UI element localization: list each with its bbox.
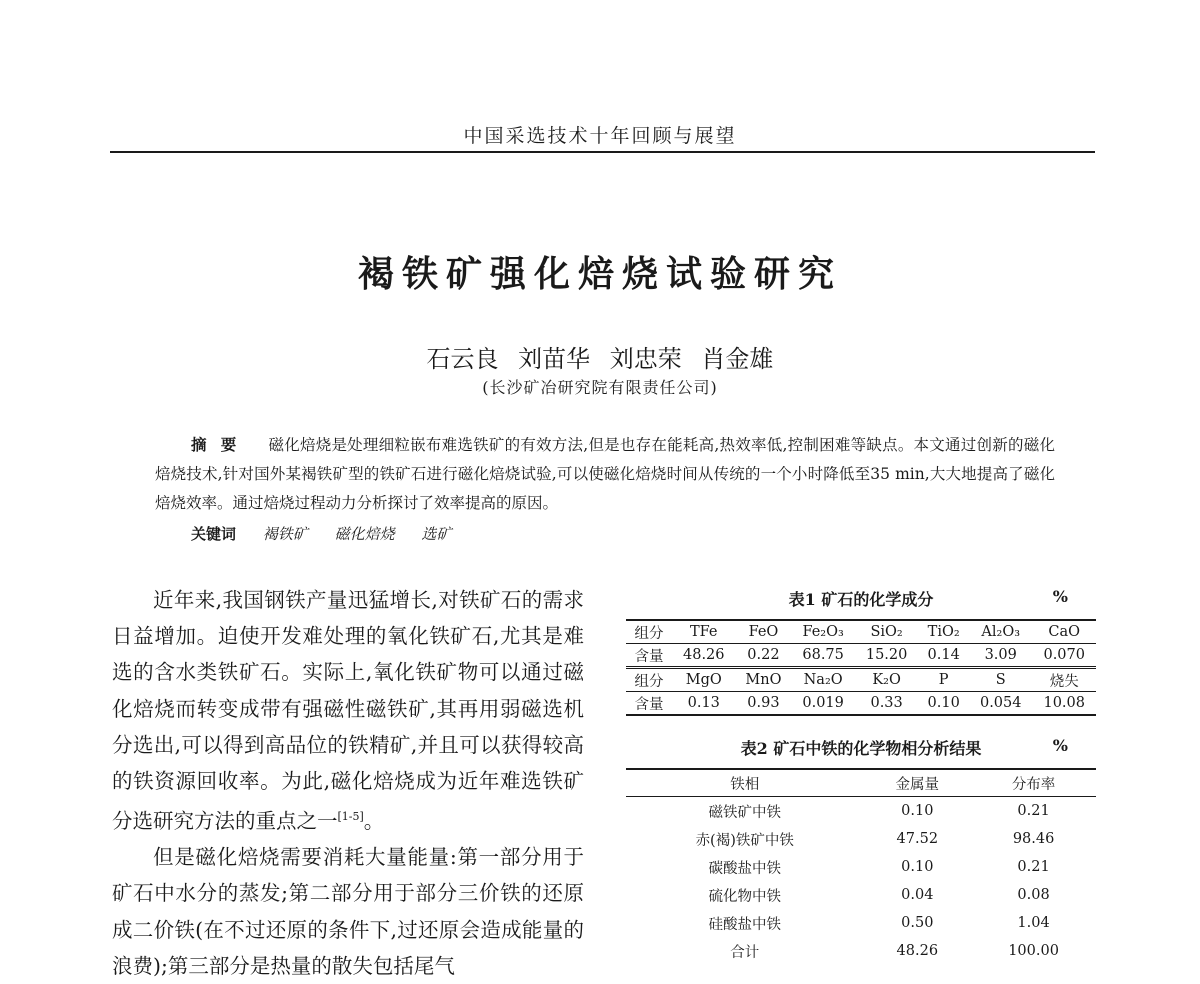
table-2 xyxy=(626,736,1096,965)
table-cell: 0.14 xyxy=(918,644,969,668)
table-cell: 48.26 xyxy=(672,644,735,668)
table-cell: 0.10 xyxy=(901,803,934,819)
table-cell: 0.054 xyxy=(969,692,1032,716)
table-cell: SiO₂ xyxy=(870,624,903,640)
table-cell: 组分 xyxy=(626,668,672,692)
table-cell: 含量 xyxy=(626,692,672,716)
table-2-title: 表2 矿石中铁的化学物相分析结果 xyxy=(740,739,982,758)
table-cell: 1.04 xyxy=(1017,915,1050,931)
author-list: 石云良 刘苗华 刘忠荣 肖金雄 xyxy=(426,345,774,373)
table-2-caption xyxy=(626,736,1096,759)
table-cell: 0.08 xyxy=(1017,887,1050,903)
keywords xyxy=(191,523,473,544)
table-row xyxy=(626,881,1096,909)
table-cell: MnO xyxy=(736,668,792,692)
table-cell: 0.13 xyxy=(672,692,735,716)
table-cell: 98.46 xyxy=(1012,831,1055,847)
table-2-grid xyxy=(626,768,1096,965)
table-cell: P xyxy=(918,668,969,692)
keyword: 选矿 xyxy=(421,525,452,543)
table-cell: Al₂O₃ xyxy=(981,624,1021,640)
table-row xyxy=(626,668,1096,692)
table-cell: 47.52 xyxy=(896,831,939,847)
article-title: 褐铁矿强化焙烧试验研究 xyxy=(357,253,842,295)
table-cell: 68.75 xyxy=(791,644,854,668)
abstract xyxy=(155,430,1055,518)
header-rule xyxy=(110,151,1095,153)
table-cell: Na₂O xyxy=(791,668,854,692)
table-cell: 0.22 xyxy=(736,644,792,668)
table-row xyxy=(626,620,1096,644)
table-1-grid xyxy=(626,619,1096,716)
table-cell: 烧失 xyxy=(1032,668,1096,692)
table-2-unit: % xyxy=(1052,736,1068,755)
table-1 xyxy=(626,587,1096,716)
table-cell: 合计 xyxy=(730,944,760,961)
column-header: 铁相 xyxy=(626,769,863,797)
affiliation: (长沙矿冶研究院有限责任公司) xyxy=(482,378,718,397)
table-cell: S xyxy=(969,668,1032,692)
table-cell: Fe₂O₃ xyxy=(802,624,844,640)
table-cell: MgO xyxy=(672,668,735,692)
table-cell: 48.26 xyxy=(896,943,939,959)
table-row xyxy=(626,644,1096,668)
table-cell: 0.10 xyxy=(901,859,934,875)
table-row xyxy=(626,853,1096,881)
table-cell: 0.070 xyxy=(1032,644,1096,668)
table-cell: TFe xyxy=(689,624,718,640)
table-cell: 磁铁矿中铁 xyxy=(708,804,781,821)
table-cell: FeO xyxy=(748,624,779,640)
abstract-text: 磁化焙烧是处理细粒嵌布难选铁矿的有效方法,但是也存在能耗高,热效率低,控制困难等缺点。本文通过创新的磁化焙烧技术,针对国外某褐铁矿型的铁矿石进行磁化焙烧试验,可以使磁化焙烧时间从传统的一个小时降低至35 min,大大地提高了磁化焙烧效率。通过焙烧过程动力分析探讨了效率提高的原因。 xyxy=(155,436,1055,512)
table-cell: 0.93 xyxy=(736,692,792,716)
keywords-label: 关键词 xyxy=(191,525,237,543)
table-cell: 0.21 xyxy=(1017,859,1050,875)
table-cell: K₂O xyxy=(855,668,918,692)
table-cell: 硅酸盐中铁 xyxy=(708,916,781,933)
table-cell: 硫化物中铁 xyxy=(708,888,781,905)
column-header: 分布率 xyxy=(971,769,1096,797)
table-cell: 0.21 xyxy=(1017,803,1050,819)
table-cell: TiO₂ xyxy=(927,624,960,640)
keyword: 褐铁矿 xyxy=(262,525,308,543)
table-cell: 3.09 xyxy=(969,644,1032,668)
table-cell: 组分 xyxy=(634,625,664,642)
table-1-caption xyxy=(626,587,1096,610)
table-row xyxy=(626,909,1096,937)
table-1-title: 表1 矿石的化学成分 xyxy=(788,590,934,609)
table-row xyxy=(626,825,1096,853)
table-cell: 0.04 xyxy=(901,887,934,903)
running-header: 中国采选技术十年回顾与展望 xyxy=(463,125,737,147)
table-cell: 碳酸盐中铁 xyxy=(708,860,781,877)
table-cell: CaO xyxy=(1048,624,1081,640)
table-cell: 含量 xyxy=(626,644,672,668)
table-cell: 100.00 xyxy=(1008,943,1059,959)
body-text xyxy=(112,582,584,984)
table-cell: 0.33 xyxy=(855,692,918,716)
abstract-label: 摘要 xyxy=(191,435,251,454)
paragraph-1-end: 。 xyxy=(363,809,385,834)
keyword: 磁化焙烧 xyxy=(334,525,395,543)
table-cell: 10.08 xyxy=(1032,692,1096,716)
table-cell: 赤(褐)铁矿中铁 xyxy=(695,832,794,849)
paragraph-1-text: 近年来,我国钢铁产量迅猛增长,对铁矿石的需求日益增加。迫使开发难处理的氧化铁矿石,尤其是难选的含水类铁矿石。实际上,氧化铁矿物可以通过磁化焙烧而转变成带有强磁性磁铁矿,其再用弱磁选机分选出,可以得到高品位的铁精矿,并且可以获得较高的铁资源回收率。为此,磁化焙烧成为近年难选铁矿分选研究方法的重点之一 xyxy=(112,588,584,834)
table-row xyxy=(626,692,1096,716)
table-1-unit: % xyxy=(1052,587,1068,606)
citation-ref: [1-5] xyxy=(337,810,364,824)
table-cell: 0.50 xyxy=(901,915,934,931)
table-cell: 0.10 xyxy=(918,692,969,716)
table-header-row xyxy=(626,769,1096,797)
table-cell: 15.20 xyxy=(855,644,918,668)
table-row xyxy=(626,937,1096,965)
table-row xyxy=(626,797,1096,826)
column-header: 金属量 xyxy=(863,769,971,797)
body-paragraph xyxy=(112,582,584,839)
table-cell: 0.019 xyxy=(791,692,854,716)
body-paragraph: 但是磁化焙烧需要消耗大量能量:第一部分用于矿石中水分的蒸发;第二部分用于部分三价铁的还原成二价铁(在不过还原的条件下,过还原会造成能量的浪费);第三部分是热量的散失包括尾气 xyxy=(112,845,584,978)
